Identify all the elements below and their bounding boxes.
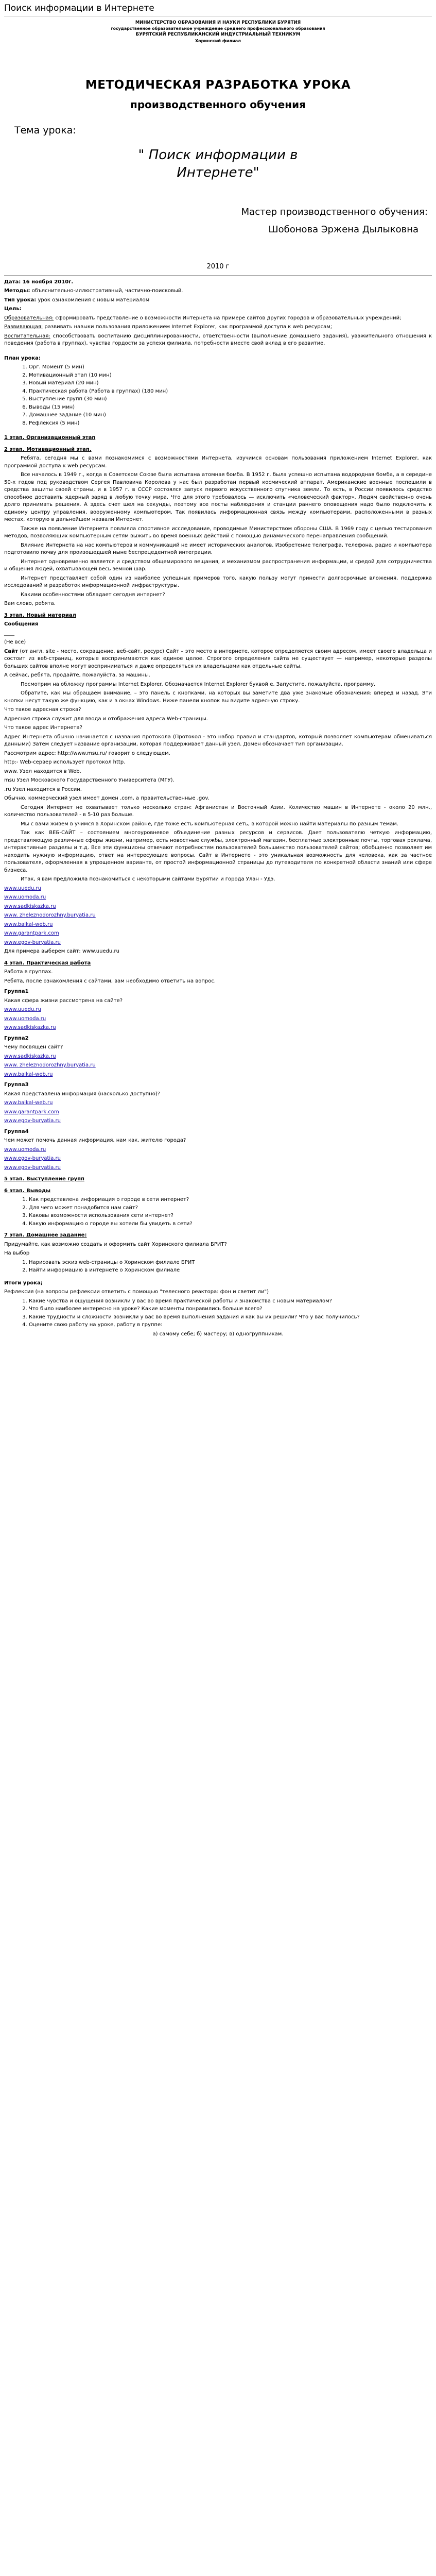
motivation-paragraph: Интернет представляет собой один из наиболее успешных примеров того, какую пользу могут принести долгосрочные вложения, поддержка исследований и разработок информационной инфраструктуры. — [4, 575, 432, 589]
homework-item: 2. Найти информацию в интернете о Хоринском филиале — [29, 1267, 432, 1275]
conclusion-item: 3. Каковы возможности использования сети интернет? — [29, 1212, 432, 1220]
goal-developing — [4, 324, 432, 331]
site-link[interactable]: www.egov-buryatia.ru — [4, 939, 61, 945]
homework-item: 1. Нарисовать эскиз web-страницы о Хоринском филиале БРИТ — [29, 1259, 432, 1267]
site-definition — [4, 648, 432, 671]
ministry-line: МИНИСТЕРСТВО ОБРАЗОВАНИЯ И НАУКИ РЕСПУБЛИКИ БУРЯТИЯ — [135, 20, 301, 25]
main-title: МЕТОДИЧЕСКАЯ РАЗРАБОТКА УРОКА — [85, 78, 351, 92]
group-block — [4, 1035, 432, 1079]
new-material-paragraph: Обычно, коммерческий узел имеет домен .com, а правительственные .gov. — [4, 795, 210, 802]
year: 2010 г — [206, 262, 230, 270]
messages-label: Сообщения — [4, 621, 39, 628]
motivation-paragraph: Влияние Интернета на нас компьютеров и коммуникаций не имеет исторических аналогов. Изобретение телеграфа, телефона, радио и компьютера подготовило почву для произошедшей ныне беспрецедентной интеграции. — [4, 542, 432, 556]
institution-line: государственное образовательное учреждение среднего профессионального образования — [111, 26, 325, 31]
plan-item: 5. Выступление групп (30 мин) — [29, 396, 432, 403]
group-question: Чему посвящен сайт? — [4, 1044, 63, 1050]
stage-2-heading: 2 этап. Мотивационный этап. — [4, 446, 92, 452]
address-part: www. Узел находится в Web. — [4, 768, 81, 774]
stage-1-heading: 1 этап. Организационный этап — [4, 435, 96, 441]
group-link[interactable]: www.egov-buryatia.ru — [4, 1164, 61, 1171]
address-part: msu Узел Московского Государственного Университета (МГУ). — [4, 777, 175, 784]
final-label: Итоги урока; — [4, 1280, 43, 1286]
topic-line-2: Интернете" — [177, 164, 259, 180]
new-material-paragraph: Адрес Интернета обычно начинается с названия протокола (Протокол - это набор правил и стандартов, который позволяет компьютерам обмениваться данными) Затем следует название организации, которая поддерживает данный узел. Домен обозначает тип организации. — [4, 734, 432, 748]
reflection-item: 4. Оцените свою работу на уроке, работу в группе: — [29, 1321, 432, 1329]
master-label: Мастер производственного обучения: — [241, 206, 428, 217]
not-all-note: (Не все) — [4, 639, 26, 646]
goal-upbringing — [4, 333, 432, 348]
new-material-question: Что такое адрес Интернета? — [4, 725, 82, 731]
motivation-question: Какими особенностями обладает сегодня интернет? — [21, 591, 165, 598]
group-link[interactable]: www.uomoda.ru — [4, 1015, 46, 1022]
group-link[interactable]: www.baikal-web.ru — [4, 1100, 53, 1106]
search-paragraph: Так как ВЕБ-САЙТ – состоянием многоуровневое объединение разных ресурсов и сервисов. Дает пользователю четкую информацию, представляющую различные сферы жизни, например, есть новостные службы, электронный магазин, бесплатные электронные почты, торговая реклама, интерактивные разделы и т.д. Все эти функционы отвечают потребностям пользователей большинство пользователей сайтов; обобщенно позволяет им находить нужную информацию, ответ на интересующие вопросы. Сайт в Интернете - это уникальная возможность для человека, как за частное пользователя, оформленная в упрощенном варианте, от простой информационной страницы до путеводителя по конкретной области знаний или сфере бизнеса. — [4, 830, 432, 873]
group-block — [4, 1128, 432, 1172]
group-name: Группа4 — [4, 1128, 29, 1134]
search-paragraph: Мы с вами живем в учимся в Хоринском районе, где тоже есть компьютерная сеть, в которой можно найти материалы по разным темам. — [21, 821, 399, 827]
reflection-item: 2. Что было наиболее интересно на уроке? Какие моменты понравились больше всего? — [29, 1306, 432, 1313]
topic-label: Тема урока: — [14, 124, 76, 136]
new-material-paragraph: Обратите, как мы обращаем внимание, – это панель с кнопками, на которых вы заметите два уже знакомые обозначения: вперед и назад. Эти кнопки несут такую же функцию, как и в окнах Windows. Ниже панели кнопок вы видите адресную строку. — [4, 690, 432, 704]
methods-text: объяснительно-иллюстративный, частично-поисковый. — [30, 288, 183, 294]
reflection-intro: Рефлексия (на вопросы рефлексии ответить с помощью "телесного реактора: фон и светит ли") — [4, 1289, 269, 1295]
motivation-paragraph: Ребята, сегодня мы с вами познакомимся с возможностями Интернета, изучимся основам пользования приложением Internet Explorer, как программой доступа к web ресурсам. — [4, 455, 432, 469]
new-material-paragraph: Посмотрим на обложку программы Internet Explorer. Обозначается Internet Explorer буквой e. Запустите, пожалуйста, программу. — [21, 681, 376, 687]
conclusion-item: 4. Какую информацию о городе вы хотели бы увидеть в сети? — [29, 1221, 432, 1228]
group-name: Группа3 — [4, 1082, 29, 1088]
address-part: http:- Web-сервер использует протокол http. — [4, 759, 126, 766]
filial-line: Хоринский филиал — [195, 38, 241, 43]
reflection-item: 3. Какие трудности и сложности возникли у вас во время выполнения задания и как вы их решили? Что у вас получилось? — [29, 1314, 432, 1321]
group-name: Группа1 — [4, 989, 29, 995]
motivation-paragraph: Также на появление Интернета повлияла спортивное исследование, проводимые Министерством обороны США. В 1969 году с целью тестирования методов, позволяющих компьютерным сетям выжить во время военных действий с помощью динамического перенаправления сообщений. — [4, 526, 432, 539]
topic-line-1: " Поиск информации в — [138, 147, 298, 163]
group-link[interactable]: www.sadkiskazka.ru — [4, 1053, 56, 1059]
plan-list — [4, 364, 432, 427]
site-link[interactable]: www.sadkiskazka.ru — [4, 903, 56, 909]
site-link[interactable]: www. zheleznodorozhny.buryatia.ru — [4, 912, 96, 919]
plan-item: 1. Орг. Момент (5 мин) — [29, 364, 432, 371]
reflection-final: а) самому себе; б) мастеру; в) одногруппникам. — [152, 1331, 284, 1337]
motivation-paragraph: Все началось в 1949 г., когда в Советском Союзе была испытана атомная бомба. В 1952 г. была успешно испытана водородная бомба, а в середине 50-х годов под руководством Сергея Павловича Королева у нас был разработан первый космический аппарат. Американские военные поспешили в средства защиты своей страны, и в 1957 г. в СССР состоялся запуск первого искусственного спутника земли. То есть, в России появилось средство способное доставить ядерный заряд в любую точку мира. Что для этого требовалось — исключить «человеческий фактор». Людям свойственно очень долго принимать решения. А здесь счет шел на секунды, поэтому все посты наблюдения и станции раннего оповещения надо было подключить к единому центру управления, вооруженному компьютером. Так появилась информационная связь между компьютерами, расположенными в разных местах, которую в дальнейшем назвали Интернет. — [4, 472, 432, 523]
new-material-paragraph: А сейчас, ребята, продайте, пожалуйста, за машины. — [4, 672, 150, 679]
developing-text: развивать навыки пользования приложением Internet Explorer, как программой доступа к web ресурсам; — [43, 324, 333, 330]
developing-label: Развивающая: — [4, 324, 43, 330]
topic-name — [4, 147, 432, 182]
group-name: Группа2 — [4, 1035, 29, 1041]
master-name: Шобонова Эржена Дылыковна — [268, 224, 418, 235]
upbringing-text: способствовать воспитанию дисциплинированности, ответственности (выполнение домашнего задания), уважительного отношения к поведения (работа в группах), чувства гордости за успехи филиала, потребности вместе свой вклад в его развитие. — [4, 333, 432, 347]
plan-item: 8. Рефлексия (5 мин) — [29, 420, 432, 428]
group-question: Чем может помочь данная информация, нам как, жителю города? — [4, 1138, 186, 1144]
plan-label: План урока: — [4, 355, 41, 361]
reflection-list — [4, 1298, 432, 1329]
technikum-line: БУРЯТСКИЙ РЕСПУБЛИКАНСКИЙ ИНДУСТРИАЛЬНЫЙ ТЕХНИКУМ — [135, 32, 301, 38]
work-groups-label: Работа в группах. — [4, 969, 53, 975]
group-link[interactable]: www.egov-buryatia.ru — [4, 1156, 61, 1162]
site-link[interactable]: www.baikal-web.ru — [4, 921, 53, 927]
goal-label: Цель: — [4, 306, 22, 312]
group-link[interactable]: www.sadkiskazka.ru — [4, 1025, 56, 1031]
blank-line: ____ — [4, 630, 14, 636]
stage-4-heading: 4 этап. Практическая работа — [4, 960, 91, 966]
methods-line — [4, 287, 432, 295]
educational-label: Образовательная: — [4, 315, 54, 321]
conclusions-list — [4, 1196, 432, 1228]
group-link[interactable]: www.uomoda.ru — [4, 1146, 46, 1153]
upbringing-label: Воспитательная: — [4, 333, 50, 339]
search-paragraph: Сегодня Интернет не охватывает только несколько стран: Афганистан и Восточный Азии. Количество машин в Интернете - около 20 млн., количество пользователей - в 5-10 раз больше. — [4, 804, 432, 818]
stage-6-heading: 6 этап. Выводы — [4, 1188, 51, 1194]
site-term: Сайт — [4, 648, 18, 654]
site-link[interactable]: www.garantpark.com — [4, 930, 59, 937]
motivation-paragraph: Интернет одновременно является и средством общемирового вещания, и механизмом распространения информации, и средой для сотрудничества и общения людей, охватывающей весь земной шар. — [4, 558, 432, 572]
homework-intro: Придумайте, как возможно создать и оформить сайт Хоринского филиала БРИТ? — [4, 1241, 227, 1247]
lesson-date: Дата: 16 ноября 2010г. — [4, 279, 74, 285]
conclusion-item: 2. Для чего может понадобится нам сайт? — [29, 1205, 432, 1212]
work-task: Ребята, после ознакомления с сайтами, вам необходимо ответить на вопрос. — [4, 978, 216, 984]
plan-item: 2. Мотивационный этап (10 мин) — [29, 372, 432, 380]
divider — [4, 275, 432, 276]
new-material-paragraph: Адресная строка служит для ввода и отображения адреса Web-страницы. — [4, 716, 208, 722]
group-link[interactable]: www. zheleznodorozhny.buryatia.ru — [4, 1062, 96, 1069]
type-text: урок ознакомления с новым материалом — [36, 297, 150, 303]
search-paragraph: Итак, я вам предложила познакомиться с некоторыми сайтами Бурятии и города Улан - Удэ. — [21, 876, 275, 883]
homework-list — [4, 1259, 432, 1275]
educational-text: сформировать представление о возможности Интернета на примере сайтов других городов и образовательных учреждений; — [54, 315, 402, 321]
motivation-closing: Вам слово, ребята. — [4, 601, 56, 607]
group-question: Какая представлена информация (насколько доступно)? — [4, 1091, 161, 1097]
new-material-paragraph: Рассмотрим адрес: http://www.msu.ru/ говорит о следующем. — [4, 750, 170, 756]
site-link[interactable]: www.uomoda.ru — [4, 894, 46, 901]
site-definition-text: (от англ. site - место, сокращение, веб-сайт, ресурс) Сайт – это место в интернете, которое определяется своим адресом, имеет своего владельца и состоит из веб-страниц, которые воспринимаются как единое целое. Строгого определения сайта не существует — например, некоторые разделы больших сайтов вполне могут восприниматься и даже определяться их владельцами как отдельные сайты. — [4, 648, 432, 669]
stage-7-heading: 7 этап. Домашнее задание: — [4, 1232, 87, 1239]
address-part: .ru Узел находится в России. — [4, 786, 82, 792]
group-link[interactable]: www.baikal-web.ru — [4, 1071, 53, 1077]
main-subtitle: производственного обучения — [130, 98, 306, 111]
stage-5-heading: 5 этап. Выступление групп — [4, 1176, 84, 1182]
example-line: Для примера выберем сайт: www.uuedu.ru — [4, 948, 119, 955]
plan-item: 4. Практическая работа (Работа в группах) (180 мин) — [29, 388, 432, 396]
group-block — [4, 1081, 432, 1125]
stage-3-heading: 3 этап. Новый материал — [4, 612, 76, 618]
site-link[interactable]: www.uuedu.ru — [4, 885, 41, 891]
group-link[interactable]: www.uuedu.ru — [4, 1007, 41, 1013]
conclusion-item: 1. Как представлена информация о городе в сети интернет? — [29, 1196, 432, 1204]
plan-item: 7. Домашнее задание (10 мин) — [29, 412, 432, 419]
reflection-item: 1. Какие чувства и ощущения возникли у вас во время практической работы и знакомства с новым материалом? — [29, 1298, 432, 1306]
new-material-question: Что такое адресная строка? — [4, 707, 81, 713]
goal-educational — [4, 315, 432, 323]
group-link[interactable]: www.egov-buryatia.ru — [4, 1118, 61, 1124]
document-title: Поиск информации в Интернете — [4, 0, 432, 16]
plan-item: 3. Новый материал (20 мин) — [29, 380, 432, 387]
type-line — [4, 297, 432, 304]
group-question: Какая сфера жизни рассмотрена на сайте? — [4, 997, 123, 1004]
methods-label: Методы: — [4, 288, 30, 294]
group-block — [4, 988, 432, 1032]
homework-choice: На выбор — [4, 1250, 30, 1257]
plan-item: 6. Выводы (15 мин) — [29, 404, 432, 412]
group-link[interactable]: www.garantpark.com — [4, 1109, 59, 1115]
type-label: Тип урока: — [4, 297, 37, 303]
